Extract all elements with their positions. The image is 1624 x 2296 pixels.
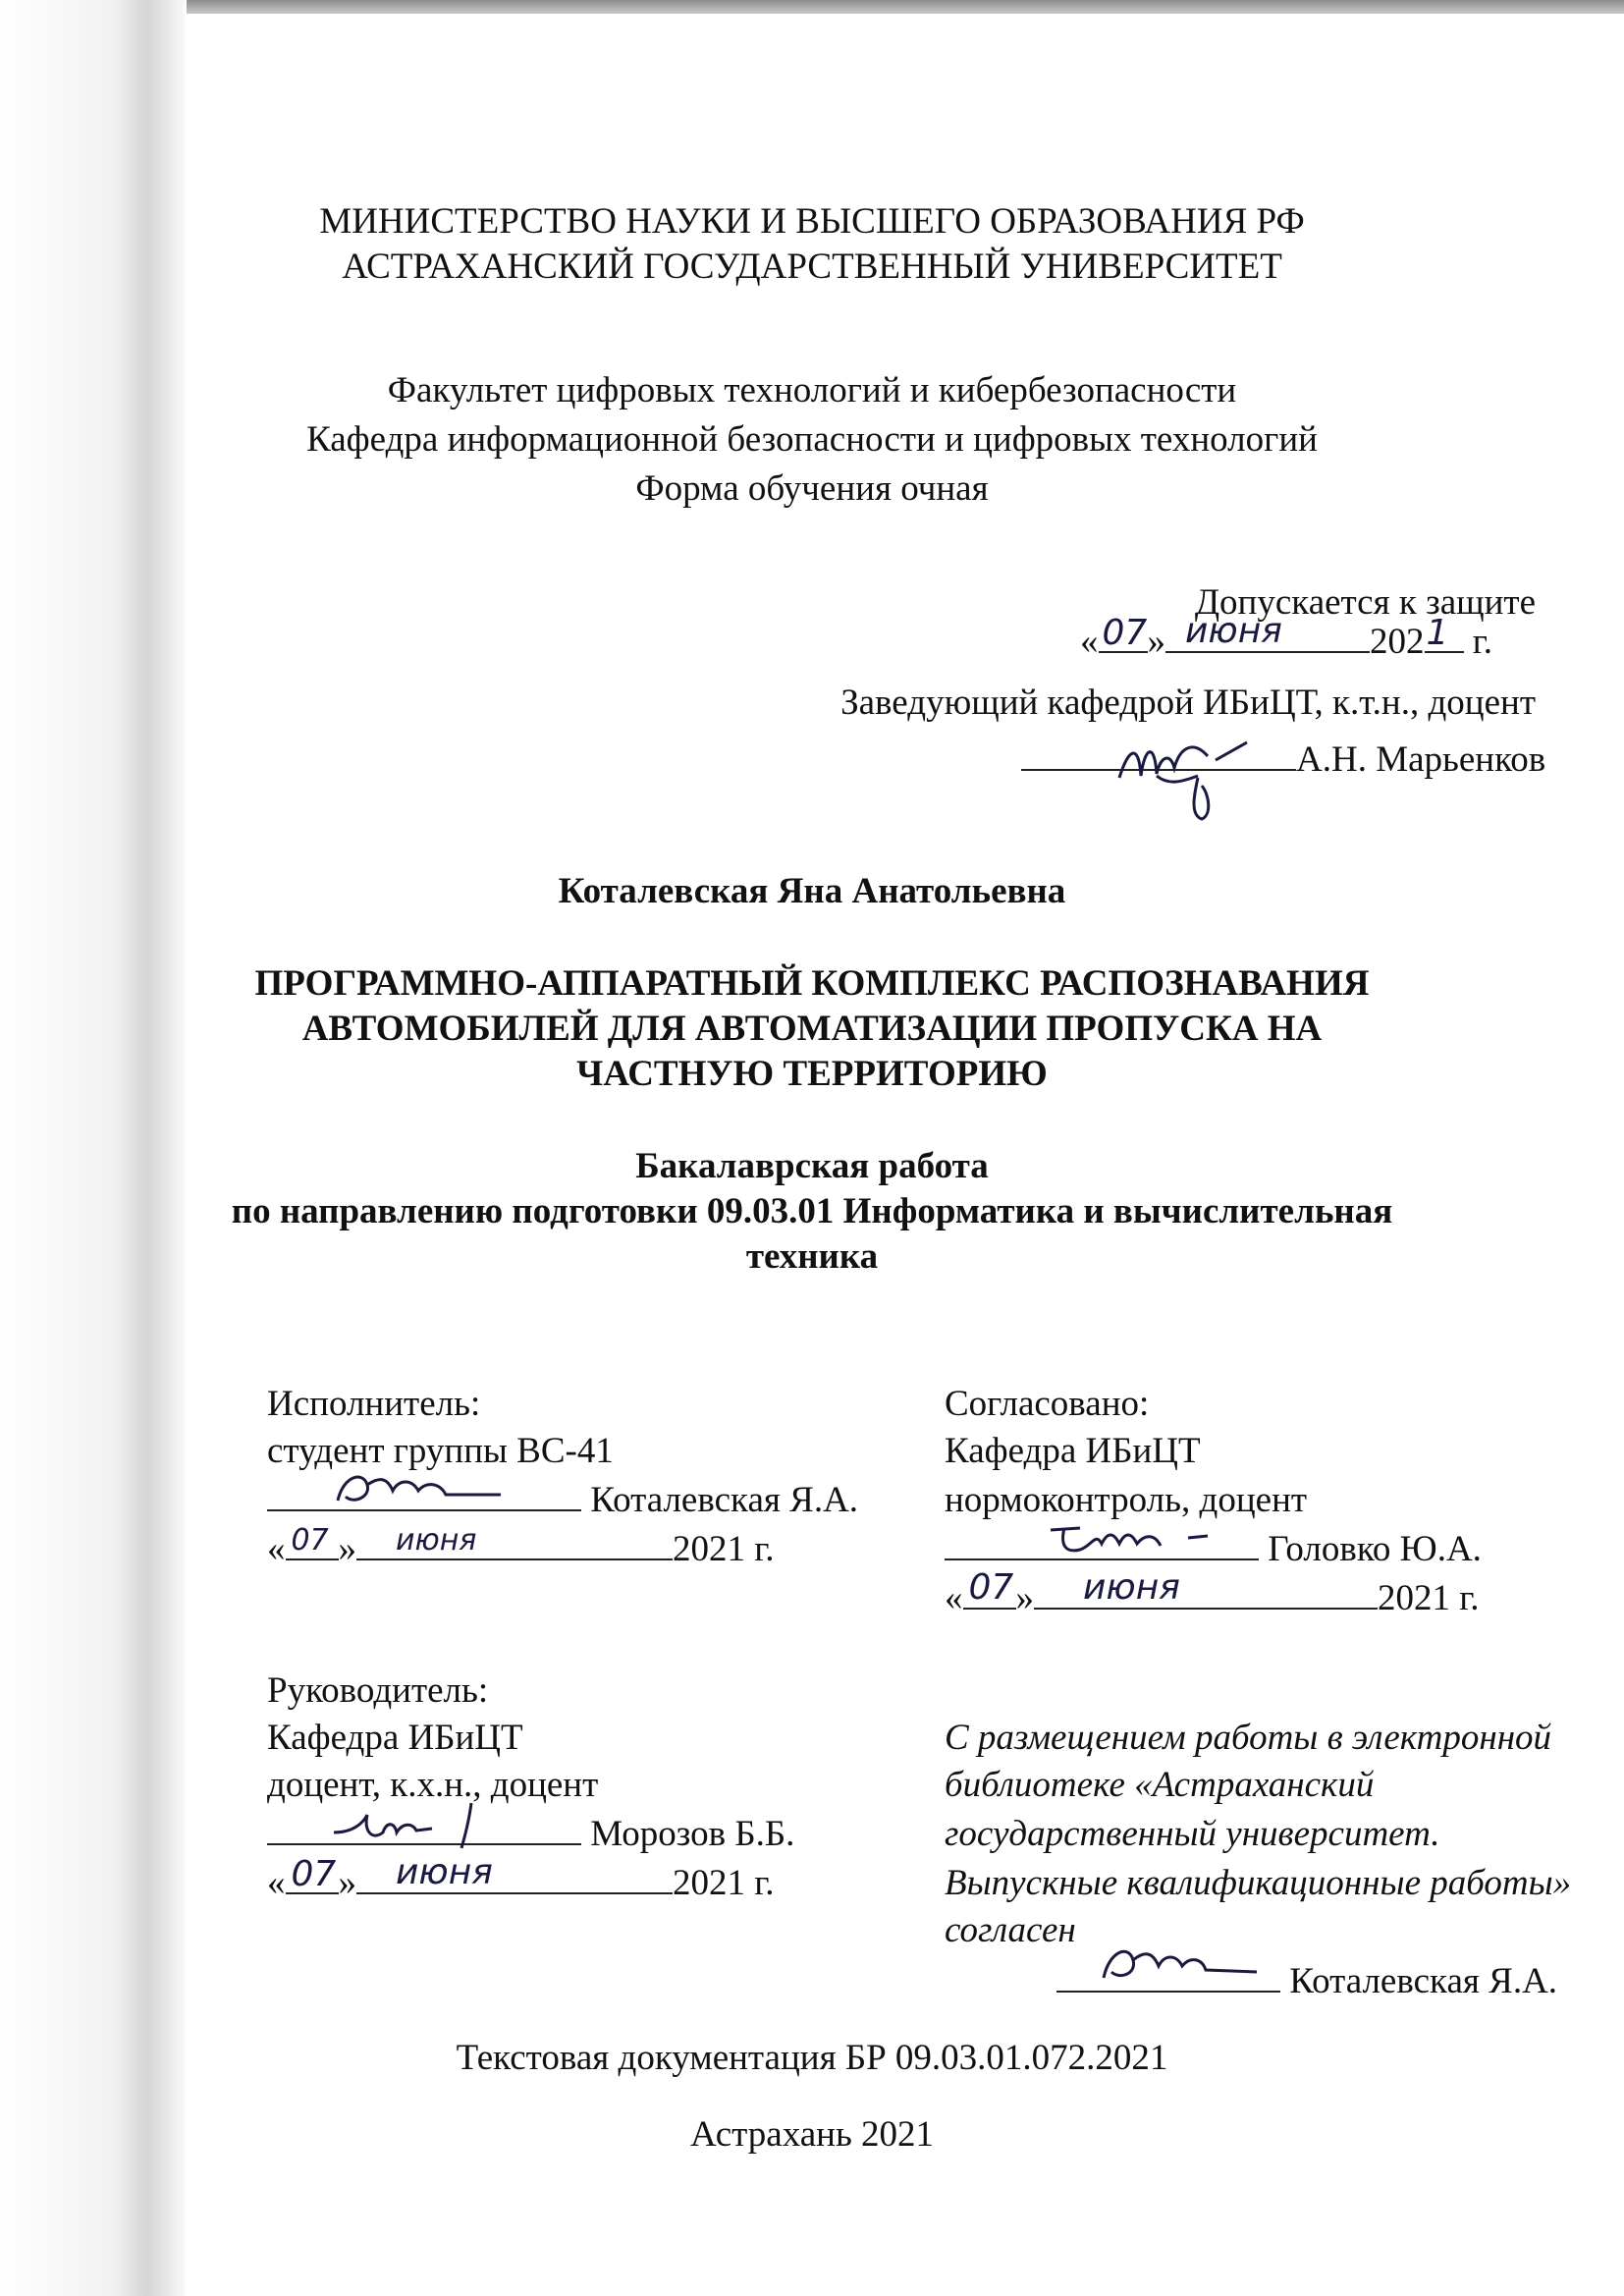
supervisor-handwritten-day: 07 — [291, 1854, 337, 1894]
supervisor-name: Морозов Б.Б. — [590, 1814, 795, 1854]
head-title: Заведующий кафедрой ИБиЦТ, к.т.н., доцент — [840, 683, 1536, 723]
agreed-name: Головко Ю.А. — [1268, 1529, 1482, 1569]
ministry-line: МИНИСТЕРСТВО НАУКИ И ВЫСШЕГО ОБРАЗОВАНИЯ РФ — [319, 201, 1305, 242]
agreed-label: Согласовано: — [945, 1384, 1150, 1424]
date-year-prefix: 202 — [1370, 622, 1425, 662]
thesis-title-line-3: ЧАСТНУЮ ТЕРРИТОРИЮ — [576, 1054, 1048, 1094]
date-suffix: г. — [1472, 622, 1493, 662]
agreed-date: « 07 » июня 2021 г. — [945, 1567, 1480, 1618]
scan-top-shadow — [0, 0, 1624, 14]
supervisor-signature — [324, 1793, 540, 1852]
university-line: АСТРАХАНСКИЙ ГОСУДАРСТВЕННЫЙ УНИВЕРСИТЕТ — [342, 246, 1282, 287]
consent-line-4: Выпускные квалификационные работы» — [945, 1863, 1572, 1903]
supervisor-label: Руководитель: — [267, 1670, 489, 1711]
supervisor-dept: Кафедра ИБиЦТ — [267, 1718, 523, 1758]
date-close-quote: » — [1147, 622, 1165, 662]
executor-date: « 07 » июня 2021 г. — [267, 1523, 775, 1569]
consent-line-3: государственный университет. — [945, 1814, 1440, 1854]
thesis-title-line-1: ПРОГРАММНО-АППАРАТНЫЙ КОМПЛЕКС РАСПОЗНАВАНИЯ — [254, 963, 1370, 1004]
admission-date — [1080, 611, 1542, 664]
supervisor-role: доцент, к.х.н., доцент — [267, 1765, 599, 1805]
handwritten-year-digit: 1 — [1426, 613, 1449, 653]
document-code: Текстовая документация БР 09.03.01.072.2021 — [456, 2038, 1168, 2078]
head-name: А.Н. Марьенков — [1296, 739, 1546, 780]
agreed-handwritten-day: 07 — [968, 1567, 1014, 1608]
agreed-role: нормоконтроль, доцент — [945, 1480, 1308, 1520]
consent-signature — [1090, 1935, 1267, 1997]
executor-handwritten-day: 07 — [291, 1523, 329, 1558]
author-name: Коталевская Яна Анатольевна — [558, 871, 1066, 911]
handwritten-day: 07 — [1102, 613, 1148, 653]
consent-name: Коталевская Я.А. — [1289, 1961, 1558, 2001]
thesis-title-line-2: АВТОМОБИЛЕЙ ДЛЯ АВТОМАТИЗАЦИИ ПРОПУСКА НА — [301, 1009, 1323, 1049]
consent-line-5: согласен — [945, 1910, 1076, 1950]
agreed-signature — [1041, 1508, 1257, 1567]
admission-title: Допускается к защите — [1194, 582, 1536, 623]
executor-name: Коталевская Я.А. — [590, 1480, 859, 1520]
direction-line-2: техника — [745, 1236, 879, 1277]
department-line: Кафедра информационной безопасности и цифровых технологий — [306, 419, 1318, 460]
handwritten-month: июня — [1185, 611, 1282, 651]
agreed-dept: Кафедра ИБиЦТ — [945, 1431, 1201, 1471]
study-form-line: Форма обучения очная — [635, 468, 989, 509]
executor-group: студент группы ВС-41 — [267, 1431, 614, 1471]
direction-line-1: по направлению подготовки 09.03.01 Информатика и вычислительная — [231, 1191, 1393, 1231]
head-signature — [1100, 717, 1257, 825]
agreed-handwritten-month: июня — [1083, 1567, 1180, 1608]
supervisor-date: « 07 » июня 2021 г. — [267, 1852, 775, 1903]
consent-line-1: С размещением работы в электронной — [945, 1718, 1552, 1758]
executor-handwritten-month: июня — [396, 1523, 477, 1558]
faculty-line: Факультет цифровых технологий и кибербезопасности — [387, 370, 1237, 410]
date-open-quote: « — [1080, 622, 1099, 662]
city-year: Астрахань 2021 — [689, 2114, 935, 2155]
executor-label: Исполнитель: — [267, 1384, 481, 1424]
work-type: Бакалаврская работа — [635, 1146, 989, 1186]
supervisor-handwritten-month: июня — [396, 1852, 493, 1892]
consent-line-2: библиотеке «Астраханский — [945, 1765, 1375, 1805]
executor-signature — [324, 1461, 520, 1520]
